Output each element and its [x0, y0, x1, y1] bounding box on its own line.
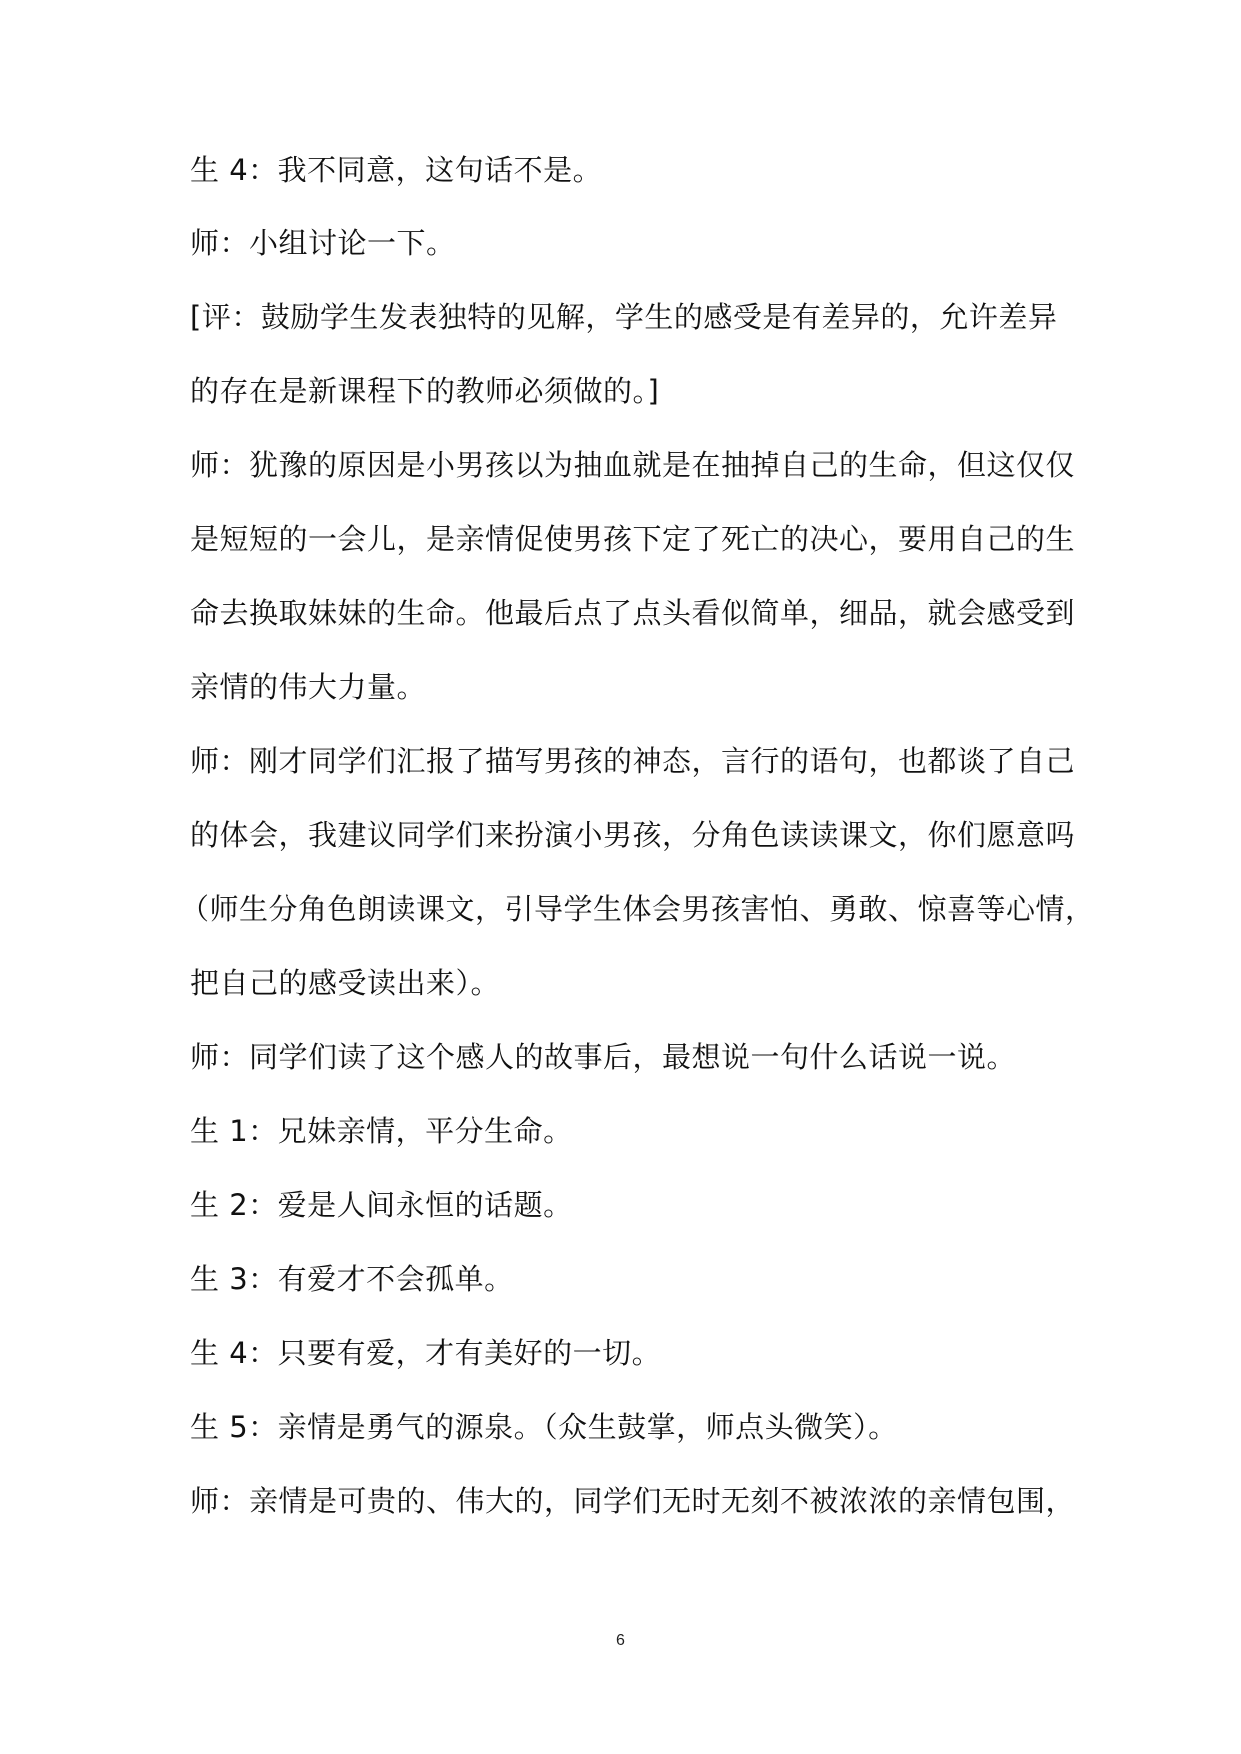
text-line: 的存在是新课程下的教师必须做的。] — [190, 374, 660, 408]
text-line: 生 5：亲情是勇气的源泉。（众生鼓掌，师点头微笑）。 — [190, 1410, 898, 1444]
text-line: 生 4：只要有爱，才有美好的一切。 — [190, 1336, 662, 1370]
text-line: 是短短的一会儿，是亲情促使男孩下定了死亡的决心，要用自己的生 — [190, 522, 1076, 556]
text-line: 生 4：我不同意，这句话不是。 — [190, 153, 603, 187]
text-line: 命去换取妹妹的生命。他最后点了点头看似简单，细品，就会感受到 — [190, 596, 1076, 630]
text-line: 师：犹豫的原因是小男孩以为抽血就是在抽掉自己的生命，但这仅仅 — [190, 448, 1076, 482]
text-line: 生 1：兄妹亲情，平分生命。 — [190, 1114, 573, 1148]
text-line: 的体会，我建议同学们来扮演小男孩，分角色读读课文，你们愿意吗 — [190, 818, 1076, 852]
text-line: 生 3：有爱才不会孤单。 — [190, 1262, 514, 1296]
text-line: 把自己的感受读出来）。 — [190, 966, 501, 1000]
text-line: （师生分角色朗读课文，引导学生体会男孩害怕、勇敢、惊喜等心情， — [180, 892, 1095, 926]
text-line: [评：鼓励学生发表独特的见解，学生的感受是有差异的，允许差异 — [190, 300, 1058, 334]
text-line: 师：刚才同学们汇报了描写男孩的神态，言行的语句，也都谈了自己 — [190, 744, 1076, 778]
text-line: 师：同学们读了这个感人的故事后，最想说一句什么话说一说。 — [190, 1040, 1017, 1074]
text-line: 亲情的伟大力量。 — [190, 670, 427, 704]
text-line: 生 2：爱是人间永恒的话题。 — [190, 1188, 573, 1222]
page-number: 6 — [616, 1632, 625, 1649]
text-line: 师：小组讨论一下。 — [190, 226, 456, 260]
text-line: 师：亲情是可贵的、伟大的，同学们无时无刻不被浓浓的亲情包围， — [190, 1484, 1076, 1518]
